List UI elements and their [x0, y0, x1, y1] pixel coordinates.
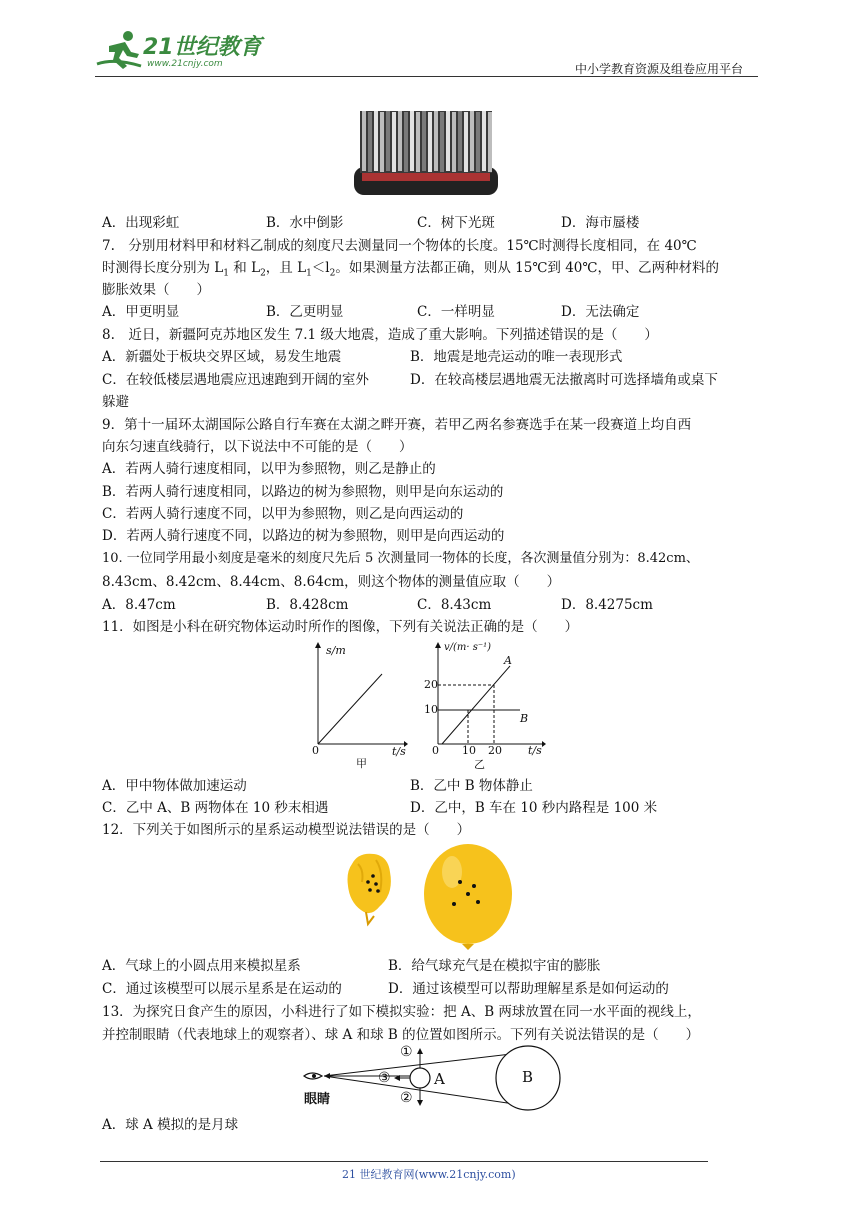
q9-option-b: B．若两人骑行速度相同，以路边的树为参照物，则甲是向东运动的 [102, 484, 504, 500]
q10-option-d: D．8.4275cm [561, 597, 653, 613]
graph-yi-label-a: A [504, 654, 512, 667]
q7-option-a: A．甲更明显 [102, 304, 180, 320]
q12-option-a: A．气球上的小圆点用来模拟星系 [102, 958, 301, 974]
q10-line-2: 8.43cm、8.42cm、8.44cm、8.64cm，则这个物体的测量值应取（ ） [102, 574, 561, 590]
graph-yi [424, 642, 548, 772]
q13-line-2: 并控制眼睛（代表地球上的观察者）、球 A 和球 B 的位置如图所示。下列有关说法错误的是（ ） [102, 1027, 700, 1043]
fin [398, 111, 402, 171]
graph-yi-caption: 乙 [474, 758, 485, 771]
graph-jia [308, 642, 408, 768]
header-platform-text: 中小学教育资源及组卷应用平台 [575, 62, 744, 76]
graph-yi-origin: 0 [432, 744, 439, 757]
ball-b-label: B [522, 1068, 534, 1086]
q6-option-d: D．海市蜃楼 [561, 215, 640, 231]
graph-jia-ylabel: s/m [326, 644, 346, 657]
q11-option-b: B．乙中 B 物体静止 [410, 778, 533, 794]
graph-yi-x20: 20 [488, 744, 502, 757]
q12-option-d: D．通过该模型可以帮助理解星系是如何运动的 [388, 981, 669, 997]
q9-option-c: C．若两人骑行速度不同，以甲为参照物，则乙是向西运动的 [102, 506, 464, 522]
header-logo [95, 28, 265, 74]
q11-option-a: A．甲中物体做加速运动 [102, 778, 247, 794]
graph-jia-xlabel: t/s [392, 745, 406, 758]
q8-option-d-cont: 躲避 [102, 394, 129, 410]
q6-option-b: B．水中倒影 [266, 215, 344, 231]
q8-option-d: D．在较高楼层遇地震无法撤离时可选择墙角或桌下 [410, 372, 718, 388]
q8-option-b: B．地震是地壳运动的唯一表现形式 [410, 349, 623, 365]
q6-option-a: A．出现彩虹 [102, 215, 180, 231]
ball-a-label: A [434, 1070, 445, 1088]
graph-yi-label-b: B [520, 712, 529, 725]
q8-option-c: C．在较低楼层遇地震应迅速跑到开阔的室外 [102, 372, 369, 388]
q11-option-c: C．乙中 A、B 两物体在 10 秒末相遇 [102, 800, 329, 816]
marker-3: ③ [378, 1070, 391, 1086]
eclipse-diagram [300, 1044, 580, 1140]
fin [392, 112, 396, 172]
footer-link[interactable]: 21 世纪教育网(www.21cnjy.com) [342, 1168, 516, 1181]
logo-url: www.21cnjy.com [147, 59, 223, 69]
q6-option-c: C．树下光斑 [417, 215, 495, 231]
q7-option-b: B．乙更明显 [266, 304, 344, 320]
fin [386, 111, 390, 171]
fin [428, 112, 432, 172]
header-divider [95, 76, 758, 77]
fin [380, 112, 384, 172]
q8-option-a: A．新疆处于板块交界区域，易发生地震 [102, 349, 342, 365]
fin [404, 112, 408, 172]
q12-option-b: B．给气球充气是在模拟宇宙的膨胀 [388, 958, 601, 974]
q8-line-1: 8. 近日，新疆阿克苏地区发生 7.1 级大地震，造成了重大影响。下列描述错误的是（ ） [102, 327, 658, 343]
q7-option-d: D．无法确定 [561, 304, 640, 320]
fin [464, 112, 468, 172]
q7-line-1: 7. 分别用材料甲和材料乙制成的刻度尺去测量同一个物体的长度。15℃时测得长度相同，在 40℃ [102, 238, 697, 254]
q6-figure [350, 107, 502, 199]
eye-label: 眼睛 [304, 1092, 331, 1107]
fin [470, 111, 474, 171]
inflated-balloon-icon [424, 844, 512, 950]
fin [476, 112, 480, 172]
q9-line-2: 向东匀速直线骑行，以下说法中不可能的是（ ） [102, 439, 413, 455]
graph-yi-x10: 10 [462, 744, 476, 757]
logo-text: 21世纪教育 [143, 35, 262, 60]
graph-yi-y20: 20 [424, 678, 438, 691]
q11-option-d: D．乙中，B 车在 10 秒内路程是 100 米 [410, 800, 658, 816]
fin [452, 112, 456, 172]
fin [368, 112, 372, 172]
q10-option-c: C．8.43cm [417, 597, 492, 613]
q13-line-1: 13．为探究日食产生的原因，小科进行了如下模拟实验：把 A、B 两球放置在同一水平面的视线上， [102, 1004, 701, 1020]
q12-option-c: C．通过该模型可以展示星系是在运动的 [102, 981, 342, 997]
graph-jia-origin: 0 [312, 744, 319, 757]
graph-yi-xlabel: t/s [528, 744, 542, 757]
footer-divider [100, 1161, 708, 1162]
q10-option-b: B．8.428cm [266, 597, 349, 613]
q10-line-1: 10. 一位同学用最小刻度是毫米的刻度尺先后 5 次测量同一物体的长度，各次测量值分别为：8.42cm、 [102, 551, 699, 566]
marker-2: ② [400, 1090, 413, 1106]
q12-line-1: 12．下列关于如图所示的星系运动模型说法错误的是（ ） [102, 822, 471, 838]
fin [416, 112, 420, 172]
fin [374, 111, 378, 171]
q10-option-a: A．8.47cm [102, 597, 176, 613]
q13-option-a: A．球 A 模拟的是月球 [102, 1117, 239, 1133]
fin [446, 111, 450, 171]
q7-line-2: 时测得长度分别为 $L_1$ 和 $L_2$，且 $L_1<l_2$。如果测量方法都正确，则从 15℃到 40℃，甲、乙两种材料的 [102, 260, 720, 279]
runner-logo-icon [95, 28, 145, 72]
q9-option-d: D．若两人骑行速度不同，以路边的树为参照物，则甲是向西运动的 [102, 528, 505, 544]
balloon-figure [340, 842, 520, 952]
marker-1: ① [400, 1044, 413, 1060]
fin [422, 111, 426, 171]
fin [458, 111, 462, 171]
q11-line-1: 11．如图是小科在研究物体运动时所作的图像，下列有关说法正确的是（ ） [102, 619, 579, 635]
q7-option-c: C．一样明显 [417, 304, 495, 320]
fin [488, 112, 492, 172]
graph-jia-caption: 甲 [356, 757, 367, 770]
fin [434, 111, 438, 171]
deflated-balloon-icon [348, 854, 391, 924]
graph-yi-y10: 10 [424, 703, 438, 716]
fin [482, 111, 486, 171]
graph-yi-ylabel: v/(m· s⁻¹) [444, 642, 492, 653]
q9-option-a: A．若两人骑行速度相同，以甲为参照物，则乙是静止的 [102, 461, 436, 477]
fin [440, 112, 444, 172]
q7-line-3: 膨胀效果（ ） [102, 282, 210, 298]
q9-line-1: 9．第十一届环太湖国际公路自行车赛在太湖之畔开赛，若甲乙两名参赛选手在某一段赛道上均自西 [102, 417, 692, 433]
fin [362, 111, 366, 171]
fin [410, 111, 414, 171]
